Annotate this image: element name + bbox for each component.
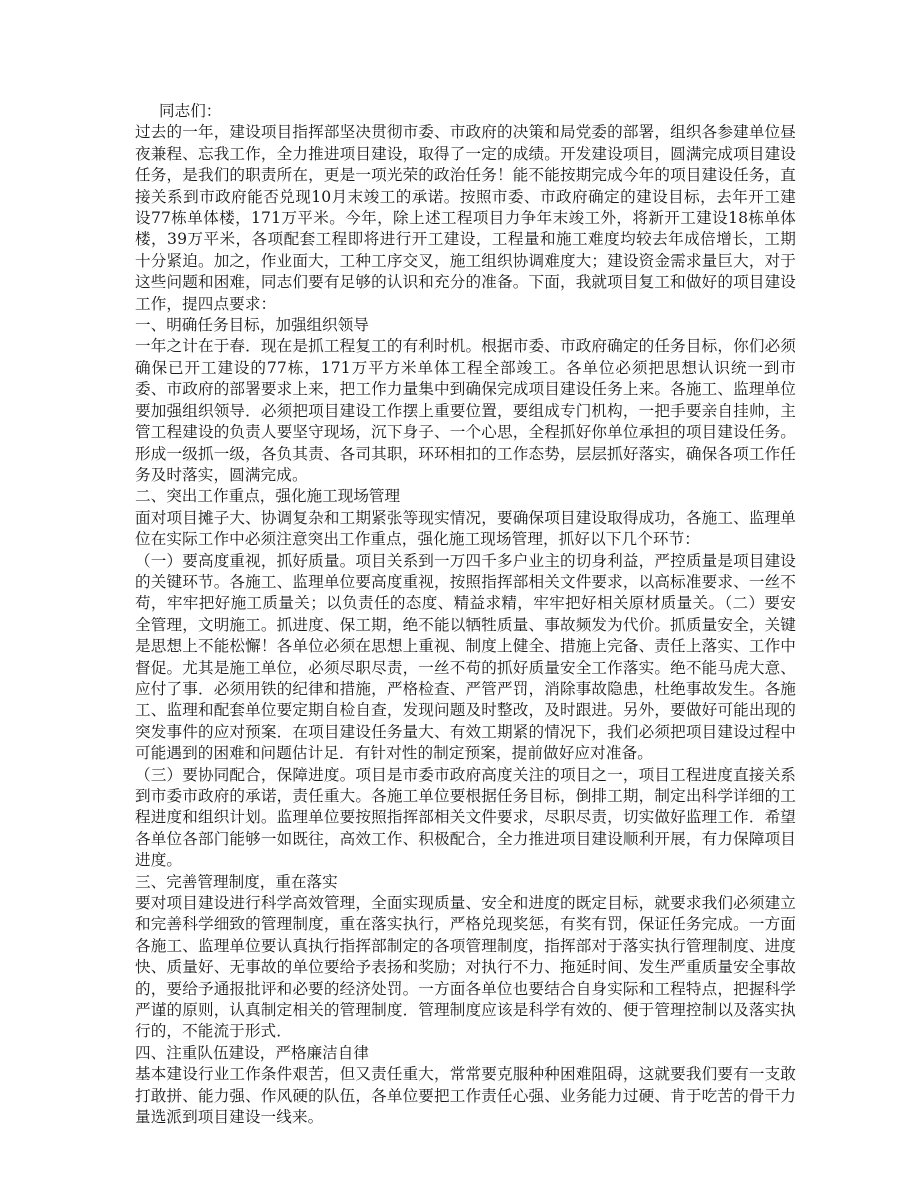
- paragraph-section-2-intro: 面对项目摊子大、协调复杂和工期紧张等现实情况，要确保项目建设取得成功，各施工、监理单位在实际工作中必须注意突出工作重点，强化施工现场管理，抓好以下几个环节：: [135, 508, 796, 549]
- paragraph-section-2-items-1-2: （一）要高度重视，抓好质量。项目关系到一万四千多户业主的切身利益，严控质量是项目建设的关键环节。各施工、监理单位要高度重视，按照指挥部相关文件要求，以高标准要求、一丝不苟，牢牢把好施工质量关；以负责任的态度、精益求精，牢牢把好相关原材质量关。（二）要安全管理，文明施工。抓进度、保工期，绝不能以牺牲质量、事故频发为代价。抓质量安全，关键是思想上不能松懈！各单位必须在思想上重视、制度上健全、措施上完备、责任上落实、工作中督促。尤其是施工单位，必须尽职尽责，一丝不苟的抓好质量安全工作落实。绝不能马虎大意、应付了事．必须用铁的纪律和措施，严格检查、严管严罚，消除事故隐患，杜绝事故发生。各施工、监理和配套单位要定期自检自查，发现问题及时整改，及时跟进。另外，要做好可能出现的突发事件的应对预案．在项目建设任务量大、有效工期紧的情况下，我们必须把项目建设过程中可能遇到的困难和问题估计足．有针对性的制定预案，提前做好应对准备。: [135, 551, 796, 763]
- paragraph-section-2-item-3: （三）要协同配合，保障进度。项目是市委市政府高度关注的项目之一，项目工程进度直接关系到市委市政府的承诺，责任重大。各施工单位要根据任务目标，倒排工期，制定出科学详细的工程进度和组织计划。监理单位要按照指挥部相关文件要求，尽职尽责，切实做好监理工作．希望各单位各部门能够一如既往，高效工作、积极配合，全力推进项目建设顺利开展，有力保障项目进度。: [135, 765, 796, 870]
- paragraph-section-4: 基本建设行业工作条件艰苦，但又责任重大，常常要克服种种困难阻碍，这就要我们要有一支敢打敢拼、能力强、作风硬的队伍，各单位要把工作责任心强、业务能力过硬、肯于吃苦的骨干力量选派到项目建设一线来。: [135, 1065, 796, 1127]
- section-heading-3: 三、完善管理制度，重在落实: [135, 872, 338, 891]
- paragraph-section-1: 一年之计在于春．现在是抓工程复工的有利时机。根据市委、市政府确定的任务目标，你们必须确保已开工建设的77栋，171万平方米单体工程全部竣工。各单位必须把思想认识统一到市委、市政府的部署要求上来，把工作力量集中到确保完成项目建设任务上来。各施工、监理单位要加强组织领导．必须把项目建设工作摆上重要位置，要组成专门机构，一把手要亲自挂帅，主管工程建设的负责人要坚守现场，沉下身子、一个心思，全程抓好你单位承担的项目建设任务。形成一级抓一级，各负其责、各司其职，环环相扣的工作态势，层层抓好落实，确保各项工作任务及时落实，圆满完成。: [135, 337, 796, 484]
- paragraph-intro: 过去的一年，建设项目指挥部坚决贯彻市委、市政府的决策和局党委的部署，组织各参建单位昼夜兼程、忘我工作，全力推进项目建设，取得了一定的成绩。开发建设项目，圆满完成项目建设任务，是我们的职责所在，更是一项光荣的政治任务！能不能按期完成今年的项目建设任务，直接关系到市政府能否兑现10月末竣工的承诺。按照市委、市政府确定的建设目标，去年开工建设77栋单体楼，171万平米。今年，除上述工程项目力争年末竣工外，将新开工建设18栋单体楼，39万平米，各项配套工程即将进行开工建设，工程量和施工难度均较去年成倍增长，工期十分紧迫。加之，作业面大，工种工序交叉，施工组织协调难度大；建设资金需求量巨大，对于这些问题和困难，同志们要有足够的认识和充分的准备。下面，我就项目复工和做好的项目建设工作，提四点要求：: [135, 123, 796, 313]
- greeting: 同志们：: [159, 102, 222, 120]
- section-heading-1: 一、明确任务目标，加强组织领导: [135, 316, 369, 335]
- section-heading-2: 二、突出工作重点，强化施工现场管理: [135, 487, 401, 506]
- section-heading-4: 四、注重队伍建设，严格廉洁自律: [135, 1043, 369, 1062]
- paragraph-section-3: 要对项目建设进行科学高效管理，全面实现质量、安全和进度的既定目标，就要求我们必须建立和完善科学细致的管理制度，重在落实执行，严格兑现奖惩，有奖有罚，保证任务完成。一方面各施工、监理单位要认真执行指挥部制定的各项管理制度，指挥部对于落实执行管理制度、进度快、质量好、无事故的单位要给予表扬和奖励；对执行不力、拖延时间、发生严重质量安全事故的，要给予通报批评和必要的经济处罚。一方面各单位也要结合自身实际和工程特点，把握科学严谨的原则，认真制定相关的管理制度．管理制度应该是科学有效的、便于管理控制以及落实执行的，不能流于形式．: [135, 894, 796, 1041]
